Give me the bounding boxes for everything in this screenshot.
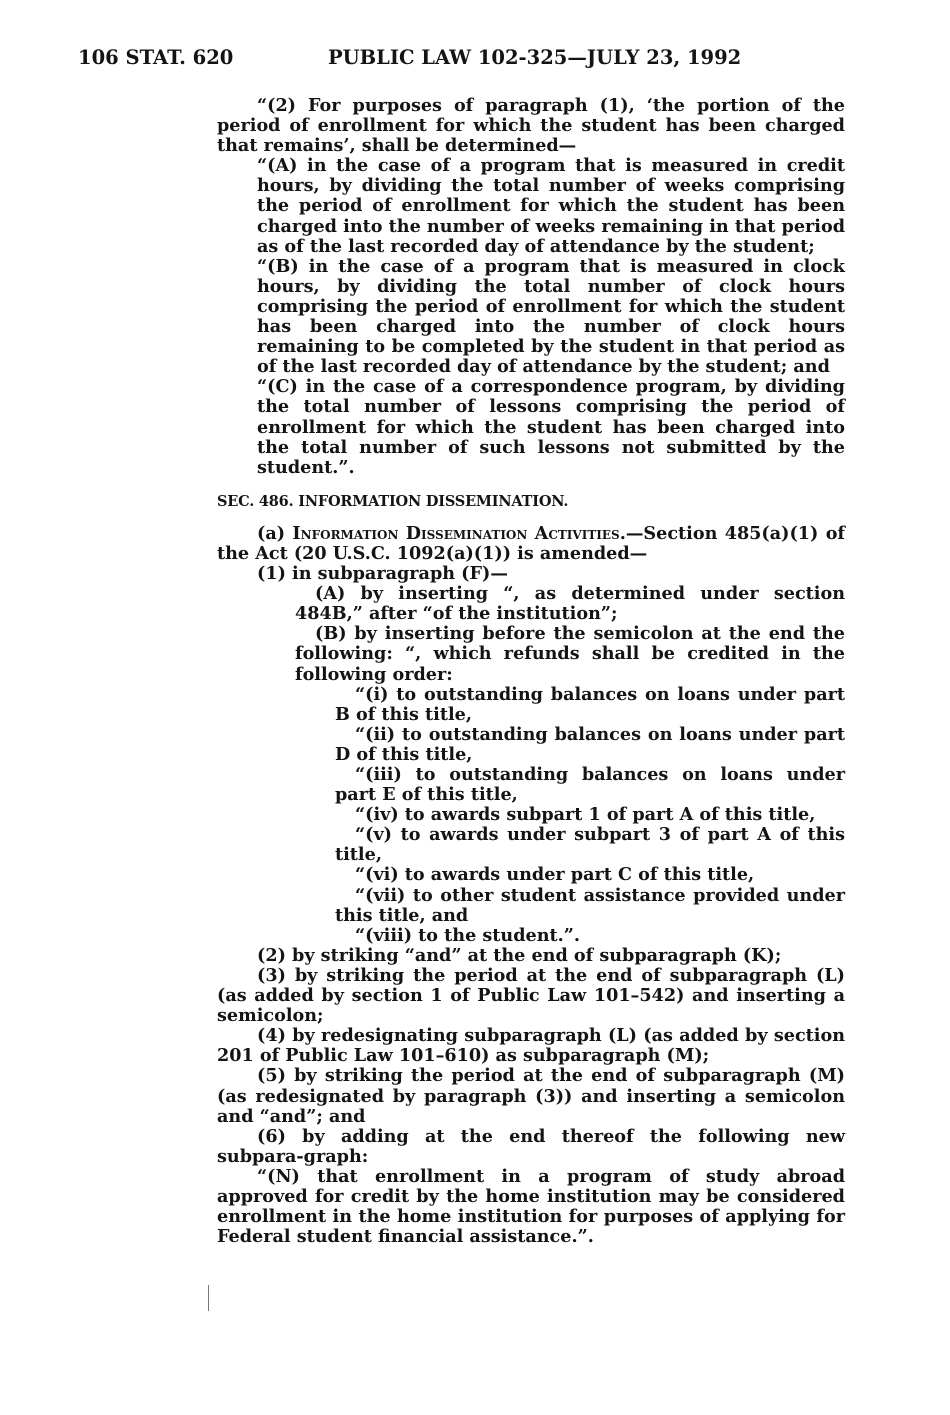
paragraph-2-B: “(B) in the case of a program that is measured in clock hours, by dividing the total number of clock hours comprising the period of enrollment for which the student has been charged into the number of clock hours remaining to be completed by the student in that period as of the last recorded day of attendance by the student; and xyxy=(257,255,845,378)
paragraph-2-A: “(A) in the case of a program that is measured in credit hours, by dividing the total number of weeks comprising the period of enrollment for which the student has been charged into the number of weeks remaining in that period as of the last recorded day of attendance by the student; xyxy=(257,155,845,257)
clause-vii: “(vii) to other student assistance provided under this title, and xyxy=(335,884,845,926)
item-1: (1) in subparagraph (F)— xyxy=(257,563,508,585)
item-1-B: (B) by inserting before the semicolon at the end the following: “, which refunds shall be credited in the following order: xyxy=(295,623,845,685)
clause-v: “(v) to awards under subpart 3 of part A of this title, xyxy=(335,824,845,866)
page-header xyxy=(78,46,878,76)
item-5: (5) by striking the period at the end of subparagraph (M) (as redesignated by paragraph (3)) and inserting a semicolon and “and”; and xyxy=(217,1065,845,1127)
paragraph-2-C: “(C) in the case of a correspondence program, by dividing the total number of lessons comprising the period of enrollment for which the student has been charged into the total number of such lessons not submitted by the student.”. xyxy=(257,376,845,478)
clause-iii: “(iii) to outstanding balances on loans under part E of this title, xyxy=(335,764,845,806)
item-2: (2) by striking “and” at the end of subparagraph (K); xyxy=(257,944,782,966)
clause-ii: “(ii) to outstanding balances on loans under part D of this title, xyxy=(335,723,845,765)
margin-mark xyxy=(208,1285,209,1311)
clause-viii: “(viii) to the student.”. xyxy=(355,924,580,946)
clause-iv: “(iv) to awards subpart 1 of part A of this title, xyxy=(355,804,816,826)
clause-vi: “(vi) to awards under part C of this title, xyxy=(355,864,755,886)
item-6-N: “(N) that enrollment in a program of study abroad approved for credit by the home institution may be considered enrollment in the home institution for purposes of applying for Federal student financial assistance.”. xyxy=(217,1165,845,1248)
clause-i: “(i) to outstanding balances on loans under part B of this title, xyxy=(335,683,845,725)
subsection-a xyxy=(217,524,845,564)
document-body xyxy=(217,96,845,1247)
item-6: (6) by adding at the end thereof the following new subpara-graph: xyxy=(217,1125,845,1167)
subsection-a-text: —Section 485(a)(1) of the Act (20 U.S.C. 1092(a)(1)) is amended— xyxy=(217,522,845,564)
item-1-A: (A) by inserting “, as determined under section 484B,” after “of the institution”; xyxy=(295,583,845,625)
item-3: (3) by striking the period at the end of subparagraph (L) (as added by section 1 of Public Law 101–542) and inserting a semicolon; xyxy=(217,964,845,1027)
stat-page-number: 106 STAT. 620 xyxy=(78,46,234,69)
subsection-a-caption: Information Dissemination Activities. xyxy=(292,522,626,544)
section-heading: SEC. 486. INFORMATION DISSEMINATION. xyxy=(217,492,569,510)
paragraph-2: “(2) For purposes of paragraph (1), ‘the portion of the period of enrollment for which the student has been charged that remains’, shall be determined— xyxy=(217,95,845,157)
public-law-title: PUBLIC LAW 102-325—JULY 23, 1992 xyxy=(328,46,742,69)
item-4: (4) by redesignating subparagraph (L) (as added by section 201 of Public Law 101–610) as subparagraph (M); xyxy=(217,1025,845,1067)
subsection-a-label: (a) xyxy=(257,522,286,544)
